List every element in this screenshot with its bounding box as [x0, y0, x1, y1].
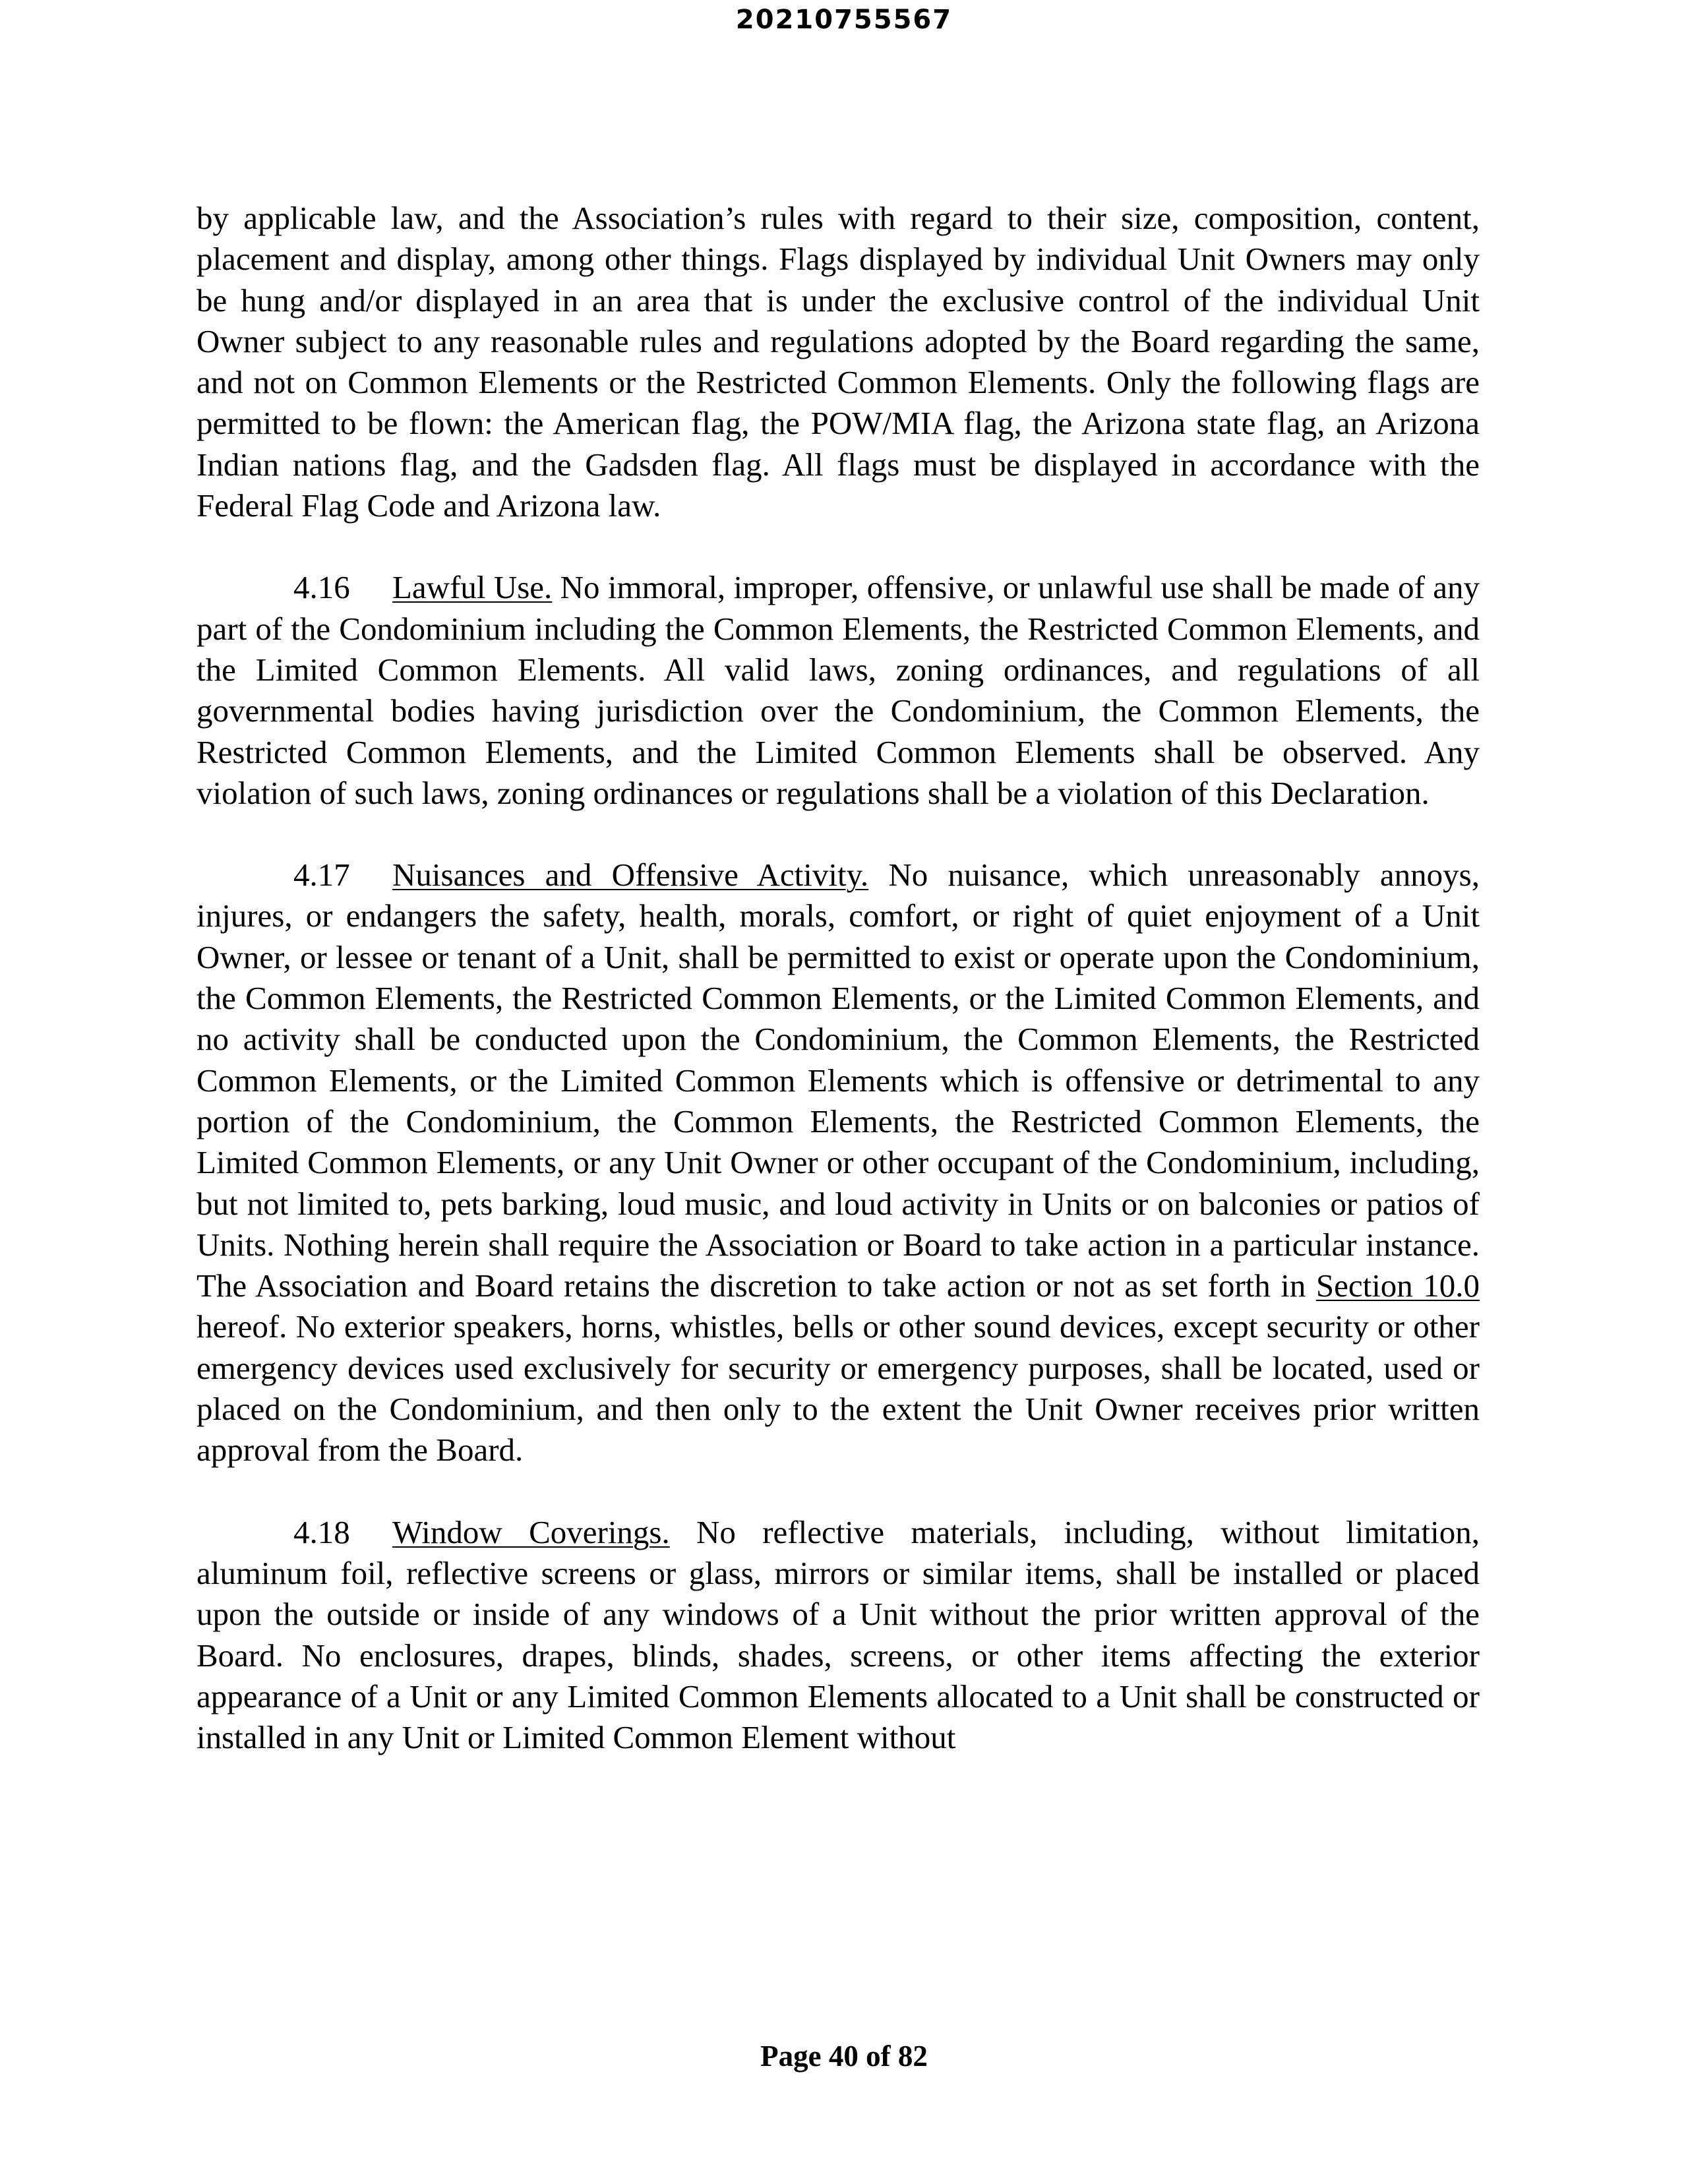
section-number: 4.18 [293, 1513, 350, 1550]
section-4-18 [196, 1512, 1480, 1759]
section-title: Lawful Use. [392, 569, 553, 606]
section-reference-link: Section 10.0 [1315, 1267, 1480, 1304]
section-title: Nuisances and Offensive Activity. [392, 857, 869, 894]
document-number: 20210755567 [735, 5, 953, 35]
section-text: No nuisance, which unreasonably annoys, injures, or endangers the safety, health, morals, comfort, or right of quiet enjoyment of a Unit Owner, or lessee or tenant of a Unit, shall be permitted to exist or operate upon the Condominium, the Common Elements, the Restricted Common Elements, or the Limited Common Elements, and no activity shall be conducted upon the Condominium, the Common Elements, the Restricted Common Elements, or the Limited Common Elements which is offensive or detrimental to any portion of the Condominium, the Common Elements, the Restricted Common Elements, the Limited Common Elements, or any Unit Owner or other occupant of the Condominium, including, but not limited to, pets barking, loud music, and loud activity in Units or on balconies or patios of Units. Nothing herein shall require the Association or Board to take action in a particular instance. The Association and Board retains the discretion to take action or not as set forth in [196, 857, 1480, 1304]
section-4-16 [196, 567, 1480, 814]
section-number: 4.17 [293, 857, 350, 894]
section-text: No immoral, improper, offensive, or unlawful use shall be made of any part of the Condominium including the Common Elements, the Restricted Common Elements, and the Limited Common Elements. All valid laws, zoning ordinances, and regulations of all governmental bodies having jurisdiction over the Condominium, the Common Elements, the Restricted Common Elements, and the Limited Common Elements shall be observed. Any violation of such laws, zoning ordinances or regulations shall be a violation of this Declaration. [196, 569, 1480, 811]
section-number: 4.16 [293, 569, 350, 606]
section-4-17 [196, 855, 1480, 1471]
document-body [196, 198, 1480, 1799]
section-text-continued: hereof. No exterior speakers, horns, whistles, bells or other sound devices, except security or other emergency devices used exclusively for security or emergency purposes, shall be located, used or placed on the Condominium, and then only to the extent the Unit Owner receives prior written approval from the Board. [196, 1308, 1480, 1469]
section-title: Window Coverings. [392, 1513, 670, 1550]
page-number: Page 40 of 82 [760, 2040, 928, 2073]
continuation-paragraph: by applicable law, and the Association’s rules with regard to their size, composition, content, placement and display, among other things. Flags displayed by individual Unit Owners may only be hung and/or displayed in an area that is under the exclusive control of the individual Unit Owner subject to any reasonable rules and regulations adopted by the Board regarding the same, and not on Common Elements or the Restricted Common Elements. Only the following flags are permitted to be flown: the American flag, the POW/MIA flag, the Arizona state flag, an Arizona Indian nations flag, and the Gadsden flag. All flags must be displayed in accordance with the Federal Flag Code and Arizona law. [196, 200, 1480, 524]
section-text: No reflective materials, including, without limitation, aluminum foil, reflective screens or glass, mirrors or similar items, shall be installed or placed upon the outside or inside of any windows of a Unit without the prior written approval of the Board. No enclosures, drapes, blinds, shades, screens, or other items affecting the exterior appearance of a Unit or any Limited Common Elements allocated to a Unit shall be constructed or installed in any Unit or Limited Common Element without [196, 1513, 1480, 1756]
